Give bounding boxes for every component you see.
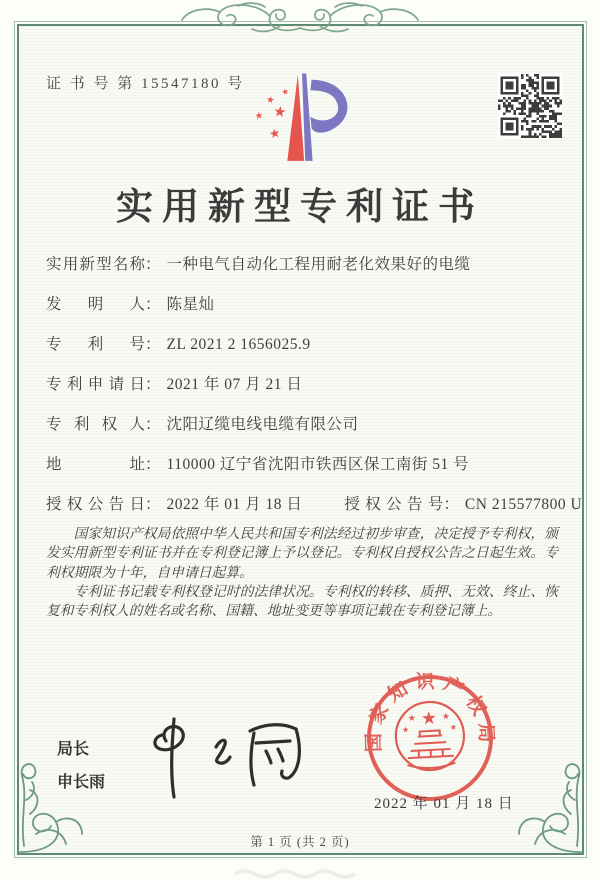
field-row	[46, 412, 560, 437]
page-edge-ornament	[230, 866, 380, 878]
field-value: 110000 辽宁省沈阳市铁西区保工南街 51 号	[166, 456, 470, 473]
svg-text:★: ★	[272, 102, 288, 122]
field-label: 专利申请日	[46, 376, 145, 393]
grant-number	[344, 492, 582, 517]
signer-title: 局长	[57, 741, 90, 758]
field-colon: ：	[145, 416, 161, 433]
field-label: 实用新型名称	[46, 256, 145, 273]
svg-text:★: ★	[265, 94, 276, 107]
field-label: 专利权人	[46, 416, 145, 433]
field-value: 沈阳辽缆电线电缆有限公司	[166, 416, 359, 433]
field-label: 授权公告号	[344, 496, 444, 513]
field-value: 2022 年 01 月 18 日	[166, 496, 303, 513]
field-row	[46, 332, 560, 357]
legal-paragraph: 国家知识产权局依照中华人民共和国专利法经过初步审查，决定授予专利权，颁发实用新型专利证书并在专利登记簿上予以登记。专利权自授权公告之日起生效。专利权期限为十年，自申请日起算。	[46, 526, 558, 580]
field-value: CN 215577800 U	[464, 496, 583, 513]
field-colon: ：	[145, 496, 161, 513]
svg-text:★: ★	[407, 713, 417, 725]
field-value: 一种电气自动化工程用耐老化效果好的电缆	[166, 256, 471, 273]
qr-code	[498, 74, 562, 138]
certificate-title: 实用新型专利证书	[116, 187, 484, 228]
certificate-fields	[46, 252, 583, 532]
grant-date	[46, 492, 302, 517]
svg-text:★: ★	[449, 722, 458, 732]
field-colon: ：	[145, 376, 161, 393]
field-label: 地址	[46, 456, 145, 473]
page-number: 第 1 页 (共 2 页)	[250, 835, 350, 849]
legal-paragraphs	[46, 524, 558, 620]
signer-block	[57, 733, 105, 799]
svg-text:★: ★	[401, 725, 410, 735]
field-label: 专利号	[46, 336, 145, 353]
legal-paragraph: 专利证书记载专利权登记时的法律状况。专利权的转移、质押、无效、终止、恢复和专利权人的姓名或名称、国籍、地址变更等事项记载在专利登记簿上。	[46, 583, 558, 619]
field-value: 2021 年 07 月 21 日	[166, 376, 303, 393]
field-row	[46, 452, 560, 477]
national-emblem-seal-icon	[356, 664, 503, 811]
handwritten-signature-icon	[138, 712, 328, 804]
svg-text:★: ★	[267, 124, 282, 142]
field-colon: ：	[145, 256, 161, 273]
field-colon: ：	[145, 456, 161, 473]
field-row	[46, 372, 560, 397]
signer-name: 申长雨	[57, 774, 106, 791]
field-label: 发明人	[46, 296, 145, 313]
field-label: 授权公告日	[46, 496, 145, 513]
svg-text:★: ★	[420, 707, 438, 730]
cnipa-logo-icon	[248, 64, 354, 164]
svg-text:★: ★	[254, 110, 264, 123]
field-row	[46, 292, 560, 317]
certificate-number: 证 书 号 第 15547180 号	[46, 76, 245, 92]
seal-text: 国家知识产权局	[363, 671, 497, 753]
field-value: ZL 2021 2 1656025.9	[166, 336, 311, 353]
svg-text:★: ★	[441, 711, 451, 723]
field-value: 陈星灿	[166, 296, 215, 313]
grant-row	[46, 492, 583, 517]
field-row	[46, 252, 560, 277]
svg-text:★: ★	[280, 85, 290, 98]
seal-date: 2022 年 01 月 18 日	[374, 796, 514, 812]
field-colon: ：	[145, 296, 161, 313]
field-colon: ：	[145, 336, 161, 353]
field-colon: ：	[443, 496, 459, 513]
